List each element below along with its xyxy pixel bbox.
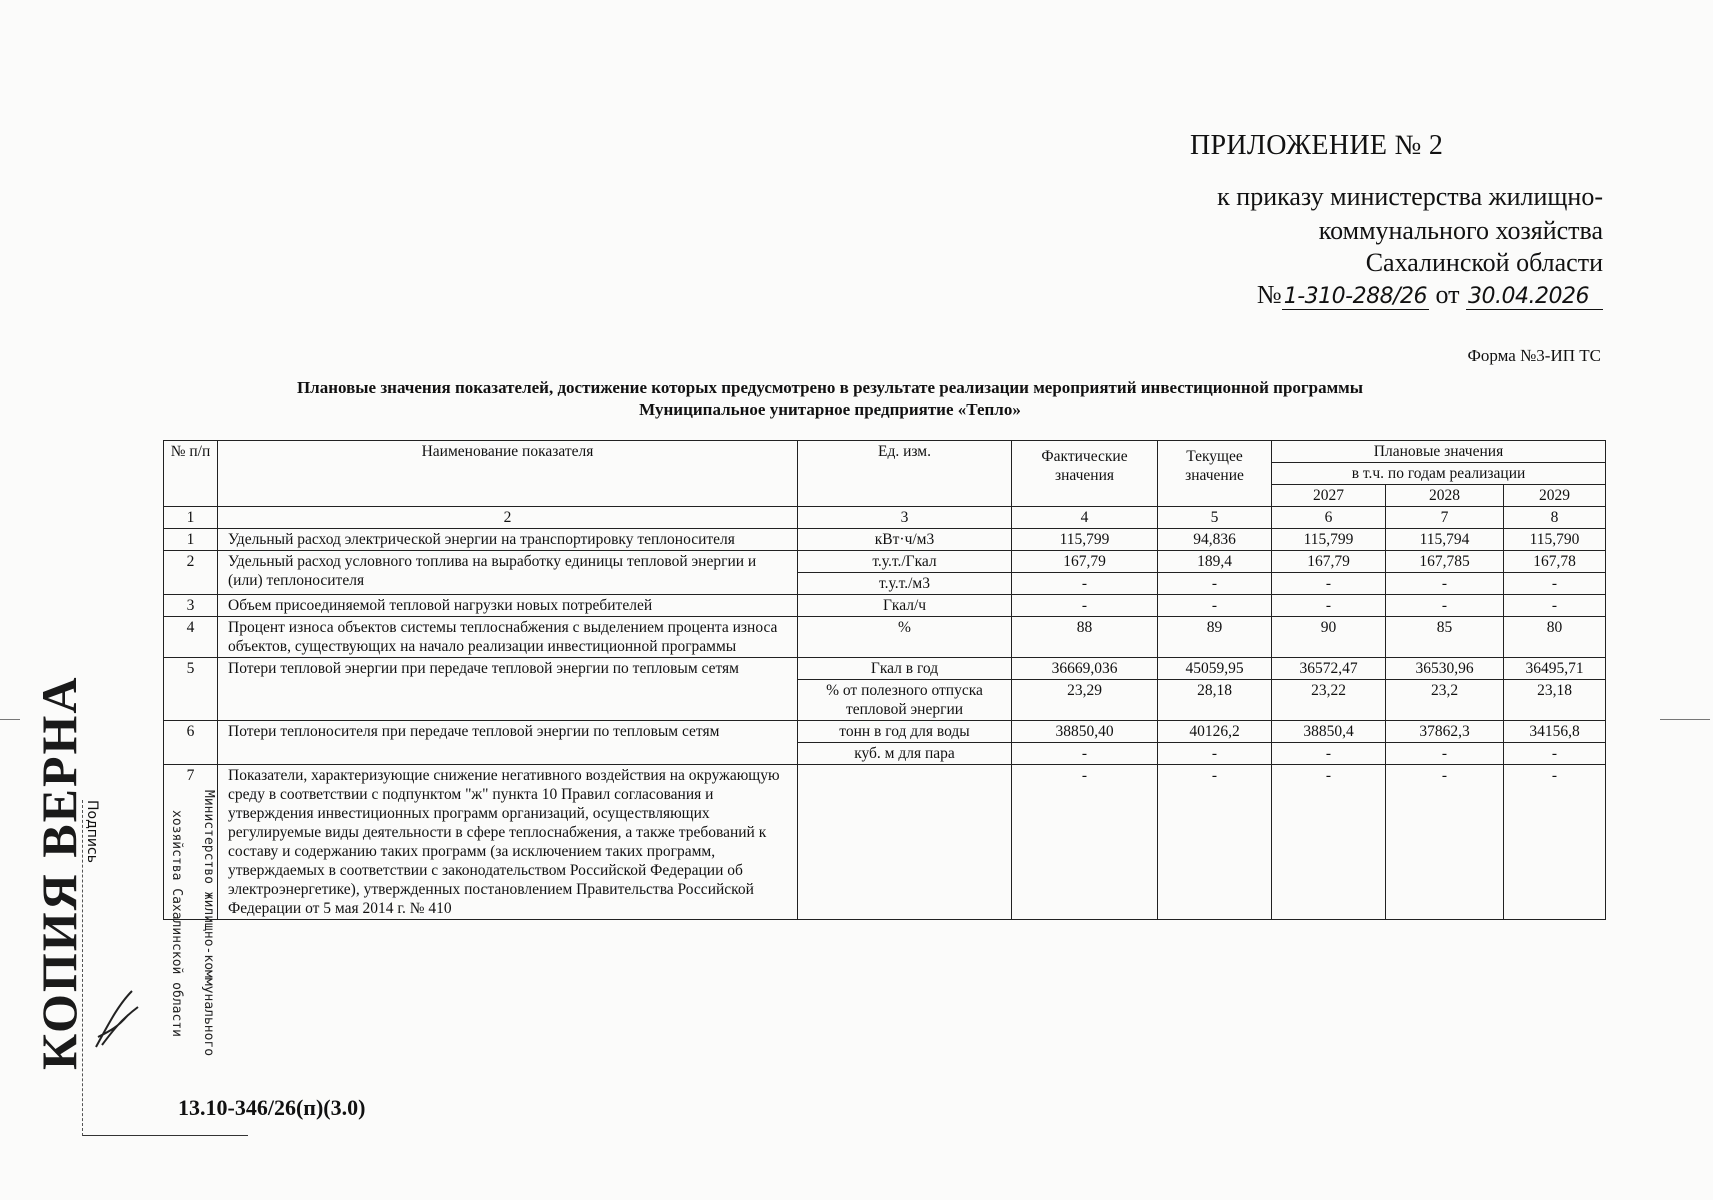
plan-2029: -: [1504, 765, 1606, 920]
column-number: 7: [1386, 507, 1504, 529]
header-actual: Фактические значения: [1012, 441, 1158, 507]
row-number: 7: [164, 765, 218, 920]
actual-value: 38850,40: [1012, 721, 1158, 743]
plan-2029: 23,18: [1504, 680, 1606, 721]
plan-2028: -: [1386, 765, 1504, 920]
table-row: [164, 765, 1606, 920]
actual-value: 167,79: [1012, 551, 1158, 573]
header-name: Наименование показателя: [218, 441, 798, 507]
appendix-line-3: Сахалинской области: [1365, 248, 1603, 277]
table-row: [164, 551, 1606, 573]
row-number: 1: [164, 529, 218, 551]
plan-2027: -: [1272, 595, 1386, 617]
table-row: [164, 529, 1606, 551]
row-number: 6: [164, 721, 218, 765]
current-value: -: [1158, 595, 1272, 617]
actual-value: -: [1012, 573, 1158, 595]
order-number-handwritten: 1-310-288/26: [1283, 284, 1427, 309]
table-row: [164, 617, 1606, 658]
indicator-name: Объем присоединяемой тепловой нагрузки новых потребителей: [218, 595, 798, 617]
order-date-handwritten: 30.04.2026: [1466, 284, 1603, 310]
plan-2029: 80: [1504, 617, 1606, 658]
indicator-name: Показатели, характеризующие снижение негативного воздействия на окружающую среду в соответствии с подпунктом "ж" пункта 10 Правил согласования и утверждения инвестиционных программ организаций, осуществляющих регулируемые виды деятельности в сфере теплоснабжения, а также требований к составу и содержанию таких программ (за исключением таких программ, утверждаемых в соответствии с законодательством Российской Федерации об электроэнергетике), утвержденных постановлением Правительства Российской Федерации от 5 мая 2014 г. № 410: [218, 765, 798, 920]
registration-number: 13.10-346/26(п)(3.0): [178, 1095, 366, 1120]
current-value: 89: [1158, 617, 1272, 658]
current-value: 28,18: [1158, 680, 1272, 721]
plan-2027: 90: [1272, 617, 1386, 658]
unit-cell: Гкал в год: [798, 658, 1012, 680]
plan-2029: -: [1504, 573, 1606, 595]
plan-2027: 167,79: [1272, 551, 1386, 573]
column-number: 1: [164, 507, 218, 529]
plan-2028: 115,794: [1386, 529, 1504, 551]
plan-2028: -: [1386, 573, 1504, 595]
stamp-frame: [82, 800, 248, 1136]
current-value: -: [1158, 573, 1272, 595]
stamp-region-line: хозяйства Сахалинской области: [169, 810, 184, 1037]
order-number-prefix: №: [1256, 280, 1282, 309]
appendix-line-2: коммунального хозяйства: [1318, 216, 1603, 245]
indicators-table: [163, 440, 1606, 920]
column-number: 3: [798, 507, 1012, 529]
current-value: 94,836: [1158, 529, 1272, 551]
unit-cell: [798, 765, 1012, 920]
appendix-title: ПРИЛОЖЕНИЕ № 2: [1190, 130, 1444, 161]
unit-cell: т.у.т./Гкал: [798, 551, 1012, 573]
actual-value: -: [1012, 743, 1158, 765]
column-number: 4: [1012, 507, 1158, 529]
signature-scribble-icon: [88, 985, 148, 1055]
plan-2027: 115,799: [1272, 529, 1386, 551]
column-number: 6: [1272, 507, 1386, 529]
actual-value: 23,29: [1012, 680, 1158, 721]
unit-cell: кВт·ч/м3: [798, 529, 1012, 551]
actual-value: -: [1012, 595, 1158, 617]
row-number: 4: [164, 617, 218, 658]
document-title: Плановые значения показателей, достижение которых предусмотрено в результате реализации мероприятий инвестиционной программы: [296, 378, 1364, 397]
stamp-ministry-line: Министерство жилищно-коммунального: [201, 790, 216, 1057]
current-value: -: [1158, 743, 1272, 765]
row-number: 5: [164, 658, 218, 721]
plan-2029: 34156,8: [1504, 721, 1606, 743]
table-row: [164, 658, 1606, 680]
header-year: 2028: [1386, 485, 1504, 507]
copy-stamp-text: КОПИЯ ВЕРНА: [31, 675, 87, 1070]
header-planned: Плановые значения: [1272, 441, 1606, 463]
order-date-prefix: от: [1435, 280, 1460, 309]
unit-cell: т.у.т./м3: [798, 573, 1012, 595]
plan-2027: -: [1272, 743, 1386, 765]
plan-2028: 36530,96: [1386, 658, 1504, 680]
plan-2028: -: [1386, 743, 1504, 765]
actual-value: -: [1012, 765, 1158, 920]
unit-cell: % от полезного отпуска тепловой энергии: [798, 680, 1012, 721]
indicator-name: Удельный расход условного топлива на выработку единицы тепловой энергии и (или) теплоносителя: [218, 551, 798, 595]
unit-cell: %: [798, 617, 1012, 658]
actual-value: 36669,036: [1012, 658, 1158, 680]
plan-2027: -: [1272, 573, 1386, 595]
header-year: 2029: [1504, 485, 1606, 507]
unit-cell: тонн в год для воды: [798, 721, 1012, 743]
plan-2028: 167,785: [1386, 551, 1504, 573]
plan-2028: -: [1386, 595, 1504, 617]
plan-2029: -: [1504, 743, 1606, 765]
plan-2028: 85: [1386, 617, 1504, 658]
appendix-line-1: к приказу министерства жилищно-: [1217, 182, 1603, 211]
indicator-rows: [164, 529, 1606, 920]
form-label: Форма №3-ИП ТС: [1467, 346, 1601, 365]
header-num: № п/п: [164, 441, 218, 507]
header-current: Текущее значение: [1158, 441, 1272, 507]
indicator-name: Потери теплоносителя при передаче тепловой энергии по тепловым сетям: [218, 721, 798, 765]
column-number: 8: [1504, 507, 1606, 529]
plan-2029: 36495,71: [1504, 658, 1606, 680]
row-number: 2: [164, 551, 218, 595]
indicator-name: Процент износа объектов системы теплоснабжения с выделением процента износа объектов, существующих на начало реализации инвестиционной программы: [218, 617, 798, 658]
plan-2029: 115,790: [1504, 529, 1606, 551]
table-row: [164, 595, 1606, 617]
header-unit: Ед. изм.: [798, 441, 1012, 507]
unit-cell: куб. м для пара: [798, 743, 1012, 765]
plan-2027: -: [1272, 765, 1386, 920]
header-planned-sub: в т.ч. по годам реализации: [1272, 463, 1606, 485]
plan-2027: 36572,47: [1272, 658, 1386, 680]
plan-2027: 23,22: [1272, 680, 1386, 721]
column-number: 2: [218, 507, 798, 529]
plan-2029: -: [1504, 595, 1606, 617]
table-row: [164, 721, 1606, 743]
plan-2028: 37862,3: [1386, 721, 1504, 743]
scan-edge-line: [0, 719, 20, 720]
stamp-signature-label: Подпись: [84, 800, 100, 863]
unit-cell: Гкал/ч: [798, 595, 1012, 617]
current-value: 189,4: [1158, 551, 1272, 573]
column-number: 5: [1158, 507, 1272, 529]
actual-value: 88: [1012, 617, 1158, 658]
actual-value: 115,799: [1012, 529, 1158, 551]
document-subtitle: Муниципальное унитарное предприятие «Тепло»: [639, 400, 1021, 419]
row-number: 3: [164, 595, 218, 617]
plan-2028: 23,2: [1386, 680, 1504, 721]
order-number-line: [1257, 280, 1603, 310]
indicator-name: Потери тепловой энергии при передаче тепловой энергии по тепловым сетям: [218, 658, 798, 721]
current-value: 40126,2: [1158, 721, 1272, 743]
current-value: 45059,95: [1158, 658, 1272, 680]
indicator-name: Удельный расход электрической энергии на транспортировку теплоносителя: [218, 529, 798, 551]
header-year: 2027: [1272, 485, 1386, 507]
plan-2029: 167,78: [1504, 551, 1606, 573]
plan-2027: 38850,4: [1272, 721, 1386, 743]
scan-edge-line: [1660, 719, 1710, 720]
current-value: -: [1158, 765, 1272, 920]
